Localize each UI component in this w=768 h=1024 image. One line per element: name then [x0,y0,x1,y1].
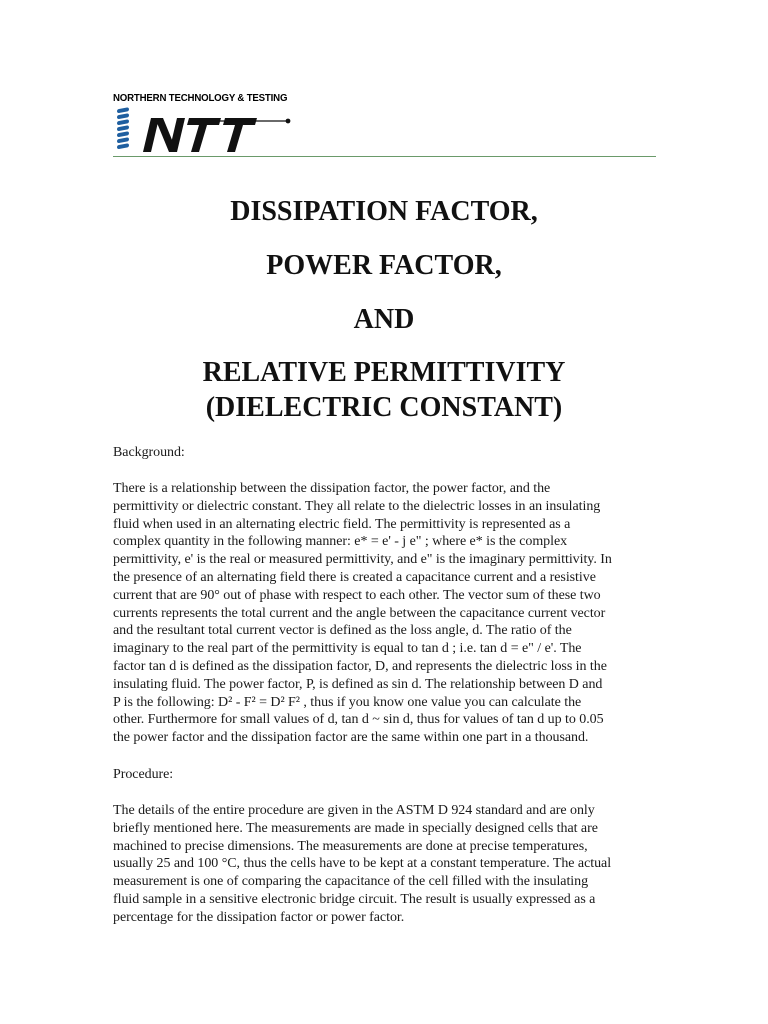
procedure-line: machined to precise dimensions. The measurements are done at precise temperatures, [113,838,588,854]
letterhead [113,92,658,160]
procedure-line: fluid sample in a sensitive electronic bridge circuit. The result is usually expressed as a [113,891,596,907]
background-line: permittivity, e' is the real or measured permittivity, and e" is the imaginary permittivity. In [113,552,612,568]
background-paragraph [113,480,661,747]
procedure-heading: Procedure: [113,767,174,782]
background-line: factor tan d is defined as the dissipation factor, D, and represents the dielectric loss in the [113,658,607,674]
header-divider [113,156,656,157]
procedure-line: usually 25 and 100 °C, thus the cells have to be kept at a constant temperature. The actual [113,856,612,872]
procedure-line: briefly mentioned here. The measurements are made in specially designed cells that are [113,820,598,836]
title-line-2: POWER FACTOR, [266,250,502,281]
background-line: complex quantity in the following manner: e* = e' - j e" ; where e* is the complex [113,534,568,550]
title-line-5: (DIELECTRIC CONSTANT) [205,392,563,423]
ntt-logo-icon [113,104,293,154]
company-name: NORTHERN TECHNOLOGY & TESTING [113,92,288,104]
procedure-line: percentage for the dissipation factor or power factor. [113,909,405,925]
background-heading: Background: [113,445,185,460]
background-line: insulating fluid. The power factor, P, is defined as sin d. The relationship between D and [113,676,603,692]
procedure-paragraph [113,802,661,927]
background-line: fluid when used in an alternating electric field. The permittivity is represented as a [113,516,571,532]
procedure-line: The details of the entire procedure are given in the ASTM D 924 standard and are only [113,803,595,818]
title-line-4: RELATIVE PERMITTIVITY [202,357,566,388]
background-line: other. Furthermore for small values of d, tan d ~ sin d, thus for values of tan d up to 0.05 [113,712,604,728]
title-line-3: AND [353,304,415,335]
background-line: the power factor and the dissipation factor are the same within one part in a thousand. [113,730,589,746]
background-line: permittivity or dielectric constant. They all relate to the dielectric losses in an insulating [113,498,601,514]
background-line: currents represents the total current and the angle between the capacitance current vector [113,605,606,621]
background-line: P is the following: D² - F² = D² F² , thus if you know one value you can calculate the [113,694,582,710]
title-line-1: DISSIPATION FACTOR, [230,196,538,227]
background-line: imaginary to the real part of the permittivity is equal to tan d ; i.e. tan d = e" / e'. The [113,641,582,657]
background-line: the presence of an alternating field there is created a capacitance current and a resistive [113,569,596,585]
background-line: and the resultant total current vector is defined as the loss angle, d. The ratio of the [113,623,572,639]
background-line: There is a relationship between the dissipation factor, the power factor, and the [113,481,551,496]
procedure-line: measurement is one of comparing the capacitance of the cell filled with the insulating [113,874,589,890]
background-line: current that are 90° out of phase with respect to each other. The vector sum of these two [113,587,601,603]
